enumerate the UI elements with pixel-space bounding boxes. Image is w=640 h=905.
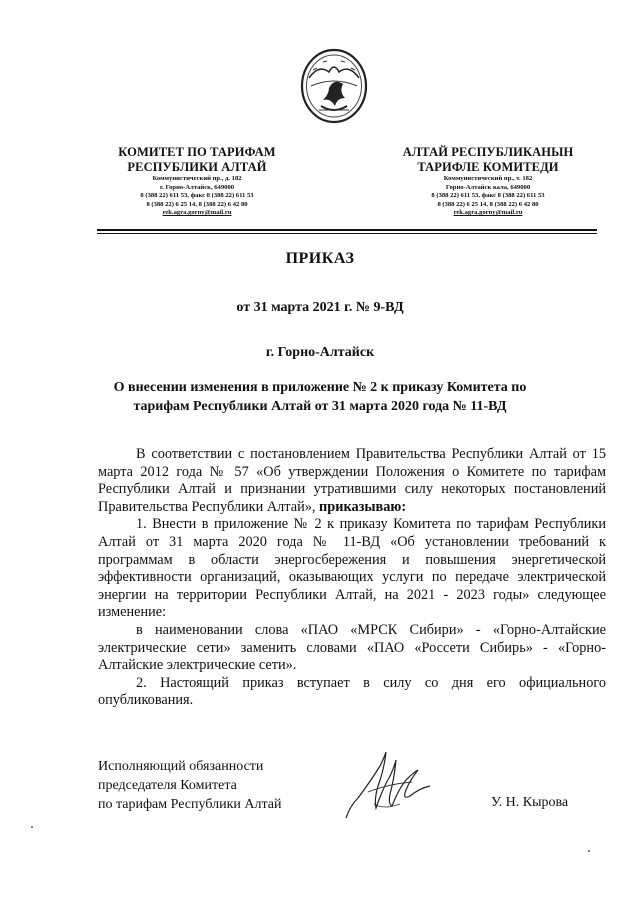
phone-ru-line2: 8 (388 22) 6 25 14, 8 (388 22) 6 42 80 bbox=[146, 200, 248, 208]
header-left bbox=[72, 145, 322, 218]
email-alt: rek.agra.gorny@mail.ru bbox=[453, 209, 523, 217]
document-title: ПРИКАЗ bbox=[285, 250, 355, 267]
signer-title bbox=[98, 757, 281, 814]
org-name-ru-line1: КОМИТЕТ ПО ТАРИФАМ bbox=[118, 145, 276, 159]
org-name-alt-line2: ТАРИФЛЕ КОМИТЕДИ bbox=[417, 160, 559, 174]
phone-alt-line1: 8 (388 22) 611 53, факс 8 (388 22) 611 53 bbox=[431, 192, 545, 200]
header-rule-thin bbox=[97, 233, 597, 234]
address-ru-city: г. Горно-Алтайск, 649000 bbox=[159, 183, 235, 191]
coat-of-arms-icon bbox=[299, 48, 369, 126]
signer-title-line2: председателя Комитета bbox=[98, 778, 237, 793]
org-name-ru-line2: РЕСПУБЛИКИ АЛТАЙ bbox=[127, 160, 267, 174]
signer-title-line3: по тарифам Республики Алтай bbox=[98, 797, 282, 812]
address-alt-city: Горно-Алтайск кала, 649000 bbox=[445, 183, 531, 191]
address-alt-street: Коммунистический пр., т. 182 bbox=[443, 175, 533, 182]
scan-speck bbox=[588, 850, 590, 852]
paragraph-change: в наименовании слова «ПАО «МРСК Сибири» - «Горно-Алтайские электрические сети» заменить словами «ПАО «Россети Сибирь» - «Горно-Алтайские электрические сети». bbox=[98, 621, 606, 674]
order-word: приказываю: bbox=[319, 498, 407, 515]
phone-ru-line1: 8 (388 22) 611 53, факс 8 (388 22) 611 53 bbox=[140, 192, 254, 200]
preamble-text: В соответствии с постановлением Правительства Республики Алтай от 15 марта 2012 года № 57 «Об утверждении Положения о Комитете по тарифам Республики Алтай и признании утратившими силу некоторых постановлений Правительства Республики Алтай», bbox=[98, 446, 606, 515]
scan-speck bbox=[31, 826, 33, 828]
signer-title-line1: Исполняющий обязанности bbox=[98, 759, 264, 774]
header-right bbox=[363, 145, 613, 218]
email-ru: rek.agra.gorny@mail.ru bbox=[162, 209, 232, 217]
header-rule-thick bbox=[97, 229, 597, 231]
document-body bbox=[98, 446, 606, 710]
paragraph-preamble bbox=[98, 446, 606, 516]
subject-line-1: О внесении изменения в приложение № 2 к приказу Комитета по bbox=[113, 380, 527, 395]
subject-line-2: тарифам Республики Алтай от 31 марта 2020 года № 11-ВД bbox=[133, 399, 507, 414]
paragraph-item-1: 1. Внести в приложение № 2 к приказу Комитета по тарифам Республики Алтай от 31 марта 2020 года № 11-ВД «Об установлении требований к программам в области энергосбережения и повышения энергетической эффективности организаций, оказывающих услуги по передаче электрической энергии на территории Республики Алтай, на 2021 - 2023 годы» следующее изменение: bbox=[98, 516, 606, 621]
phone-alt-line2: 8 (388 22) 6 25 14, 8 (388 22) 6 42 80 bbox=[437, 200, 539, 208]
org-name-alt-line1: АЛТАЙ РЕСПУБЛИКАНЫН bbox=[402, 145, 574, 159]
document-date-number: от 31 марта 2021 г. № 9-ВД bbox=[236, 300, 404, 315]
document-city: г. Горно-Алтайск bbox=[265, 345, 375, 360]
paragraph-item-2: 2. Настоящий приказ вступает в силу со дня его официального опубликования. bbox=[98, 674, 606, 709]
signer-name: У. Н. Кырова bbox=[491, 795, 569, 810]
address-ru-street: Коммунистический пр., д. 182 bbox=[152, 175, 242, 182]
document-subject bbox=[0, 378, 640, 416]
handwritten-signature bbox=[340, 746, 436, 824]
